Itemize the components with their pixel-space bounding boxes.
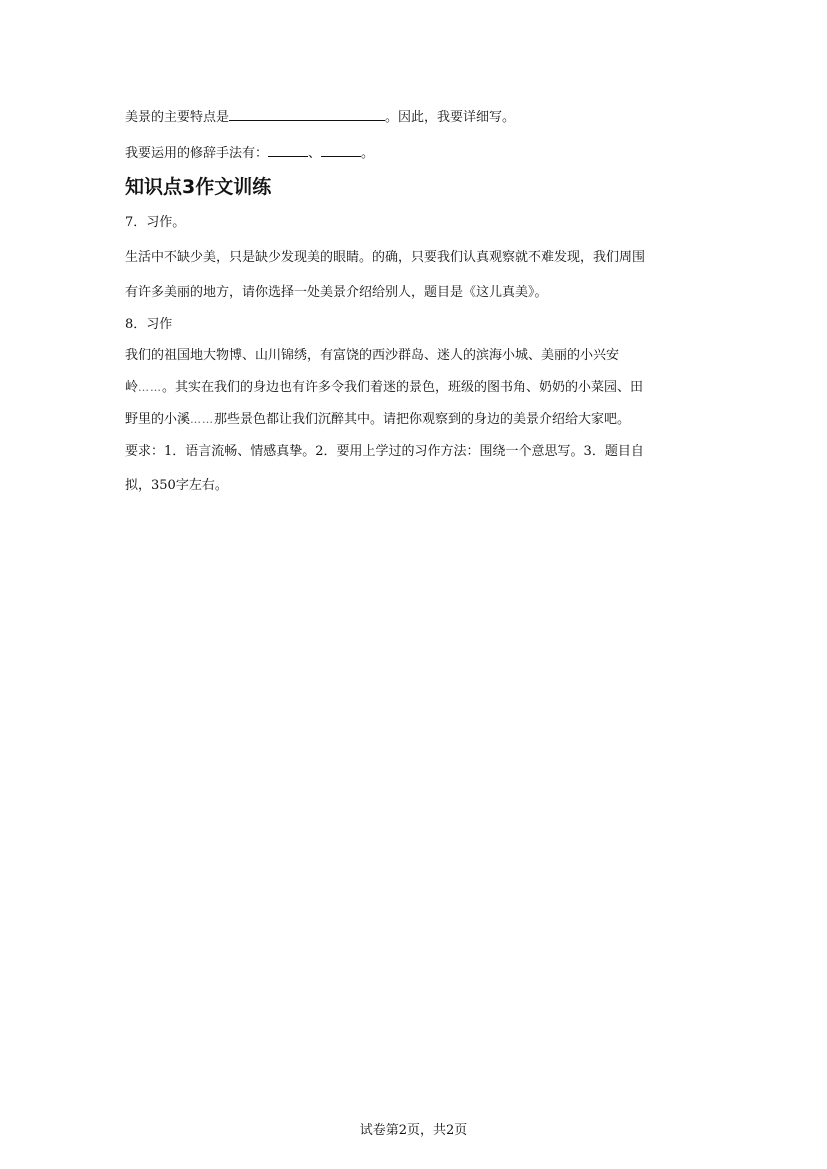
fill-in-line-2-prefix: 我要运用的修辞手法有：: [125, 146, 269, 161]
fill-in-line-2-suffix: 。: [361, 146, 375, 161]
question-8-line-3-start: 野里的小溪: [125, 412, 191, 427]
question-8-line-3: [125, 412, 630, 428]
question-8-line-3-rest: 那些景色都让我们沉醉其中。请把你观察到的身边的美景介绍给大家吧。: [214, 412, 631, 427]
fill-in-line-2: [125, 144, 374, 162]
ellipsis: ……: [190, 413, 215, 426]
question-7-line-1: 生活中不缺少美，只是缺少发现美的眼睛。的确，只要我们认真观察就不难发现，我们周围: [125, 250, 646, 265]
section-heading: 知识点3作文训练: [125, 176, 272, 198]
fill-in-line-1-prefix: 美景的主要特点是: [125, 110, 230, 125]
blank-feature[interactable]: [229, 108, 385, 121]
fill-in-line-1-suffix: 。因此，我要详细写。: [385, 110, 516, 125]
question-8-line-4: 要求：1．语言流畅、情感真挚。2．要用上学过的习作方法：围绕一个意思写。3．题目自: [125, 444, 644, 459]
question-7-number: 7．习作。: [125, 215, 186, 230]
question-8-line-2: [125, 380, 643, 396]
fill-in-line-1: [125, 108, 515, 126]
question-8-line-2-start: 岭: [125, 380, 139, 395]
question-8-line-5: 拟，350字左右。: [125, 478, 228, 493]
question-7-line-2: 有许多美丽的地方，请你选择一处美景介绍给别人，题目是《这儿真美》。: [125, 285, 548, 300]
blank-rhetoric-1[interactable]: [268, 144, 308, 157]
blank-separator: 、: [308, 146, 322, 161]
page-footer: 试卷第2页，共2页: [359, 1123, 468, 1138]
question-8-line-1: 我们的祖国地大物博、山川锦绣，有富饶的西沙群岛、迷人的滨海小城、美丽的小兴安: [125, 348, 620, 363]
blank-rhetoric-2[interactable]: [321, 144, 361, 157]
question-8-number: 8．习作: [125, 317, 173, 332]
ellipsis: ……: [138, 381, 163, 394]
question-8-line-2-rest: 。其实在我们的身边也有许多令我们着迷的景色，班级的图书角、奶奶的小菜园、田: [162, 380, 644, 395]
